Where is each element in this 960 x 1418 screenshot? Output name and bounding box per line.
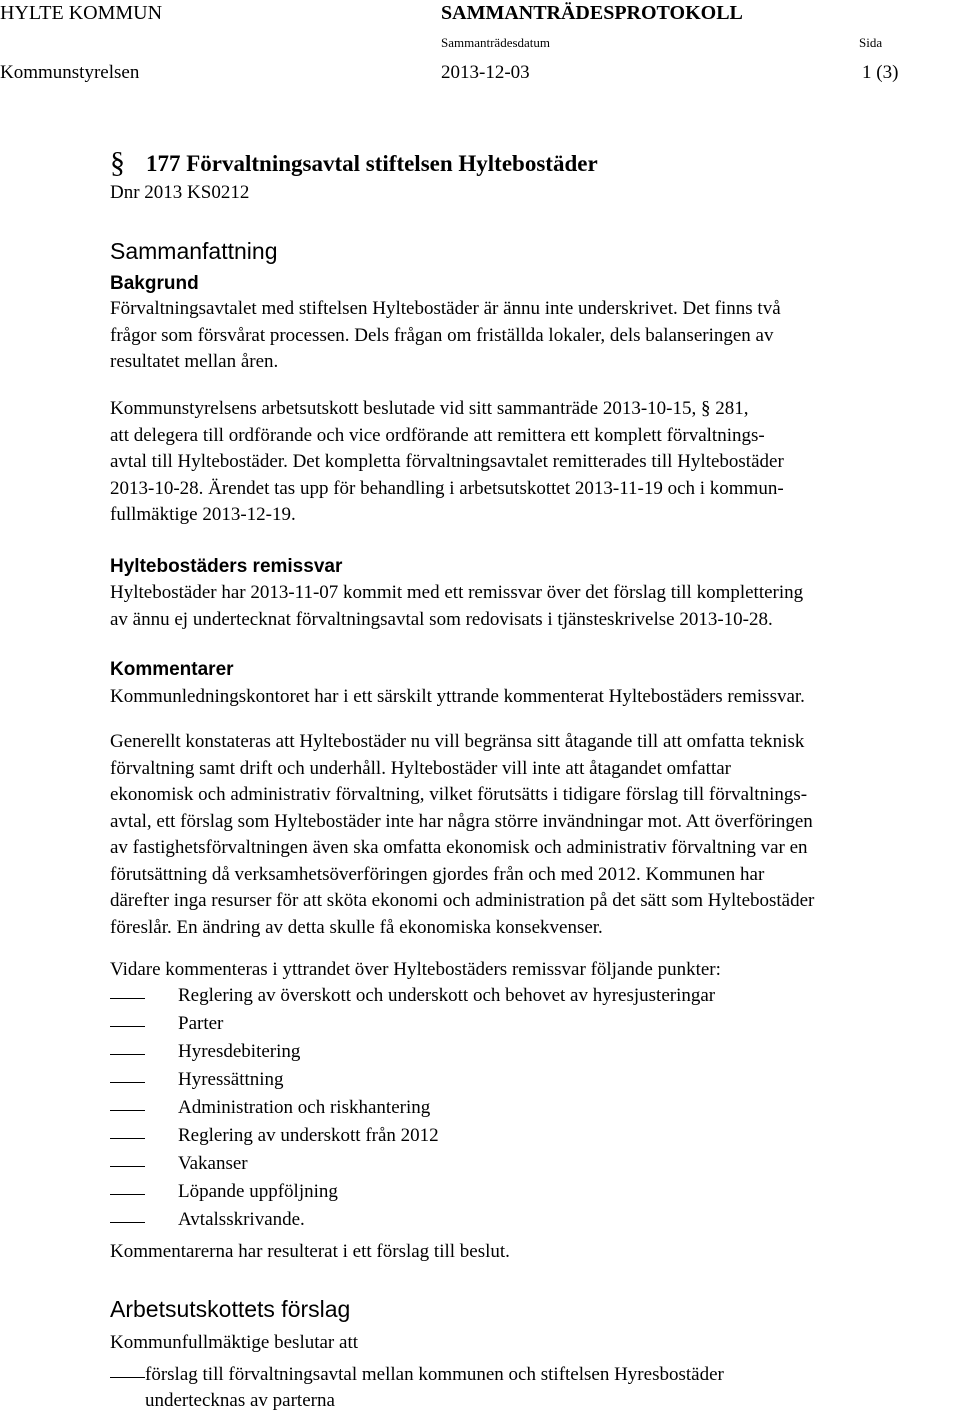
diary-number: Dnr 2013 KS0212 — [110, 182, 250, 203]
dash-bullet — [110, 1110, 145, 1111]
dash-bullet — [110, 1377, 145, 1378]
page-number: 1 (3) — [862, 62, 899, 83]
dash-bullet — [110, 1082, 145, 1083]
text-line: därefter inga resurser för att sköta ekonomi och administration på det sätt som Hyltebostäder — [110, 890, 815, 911]
list-item-text: Vakanser — [178, 1153, 248, 1174]
text-line: Generellt konstateras att Hyltebostäder nu vill begränsa sitt åtagande till att omfatta teknisk — [110, 731, 805, 752]
kommentarer-paragraph — [110, 729, 955, 941]
list-item-text: Hyressättning — [178, 1069, 284, 1090]
decision-paragraph — [110, 396, 955, 529]
text-line: av fastighetsförvaltningen även ska omfatta ekonomisk och administrativ förvaltning var en — [110, 837, 808, 858]
list-item-text: Avtalsskrivande. — [178, 1209, 305, 1230]
text-line: 2013-10-28. Ärendet tas upp för behandling i arbetsutskottet 2013-11-19 och i kommun- — [110, 477, 784, 499]
heading-bakgrund: Bakgrund — [110, 273, 199, 294]
bakgrund-paragraph — [110, 296, 955, 376]
section-symbol: § — [110, 146, 125, 179]
text-line: Hyltebostäder har 2013-11-07 kommit med ett remissvar över det förslag till komplettering — [110, 582, 804, 603]
list-item-text: förslag till förvaltningsavtal mellan kommunen och stiftelsen Hyresbostäder — [145, 1364, 724, 1385]
text-line: förvaltning samt drift och underhåll. Hyltebostäder vill inte att åtagandet omfattar — [110, 757, 731, 779]
text-line: förutsättning då verksamhetsöverföringen gjordes från och med 2012. Kommunen har — [110, 863, 765, 885]
remissvar-paragraph — [110, 580, 955, 633]
meeting-date-label: Sammanträdesdatum — [441, 35, 551, 50]
text-line: av ännu ej undertecknat förvaltningsavtal som redovisats i tjänsteskrivelse 2013-10-28. — [110, 608, 773, 630]
list-item-text: Reglering av underskott från 2012 — [178, 1125, 439, 1146]
text-segment: 281, — [715, 398, 749, 419]
heading-sammanfattning: Sammanfattning — [110, 238, 278, 264]
text-line: föreslår. En ändring av detta skulle få ekonomiska konsekvenser. — [110, 916, 603, 938]
text-line: resultatet mellan åren. — [110, 351, 279, 372]
text-line — [110, 396, 955, 423]
document-type: SAMMANTRÄDESPROTOKOLL — [441, 2, 743, 24]
dash-bullet — [110, 1138, 145, 1139]
kommentarer-result: Kommentarerna har resulterat i ett förslag till beslut. — [110, 1241, 510, 1262]
list-item-text: Hyresdebitering — [178, 1041, 301, 1062]
dash-bullet — [110, 1166, 145, 1167]
dash-bullet — [110, 1054, 145, 1055]
text-line: att delegera till ordförande och vice ordförande att remittera ett komplett förvaltnings- — [110, 424, 765, 446]
forslag-intro: Kommunfullmäktige beslutar att — [110, 1332, 359, 1353]
text-line: fullmäktige 2013-12-19. — [110, 504, 296, 525]
heading-remissvar: Hyltebostäders remissvar — [110, 556, 343, 577]
text-line: avtal till Hyltebostäder. Det kompletta förvaltningsavtalet remitterades till Hyltebostäder — [110, 451, 784, 472]
dash-bullet — [110, 1026, 145, 1027]
kommentarer-intro: Kommunledningskontoret har i ett särskilt yttrande kommenterat Hyltebostäders remissvar. — [110, 686, 805, 707]
text-line: Förvaltningsavtalet med stiftelsen Hyltebostäder är ännu inte underskrivet. Det finns två — [110, 298, 781, 319]
page-label: Sida — [859, 35, 883, 50]
list-item-text: undertecknas av parterna — [145, 1390, 335, 1411]
heading-kommentarer: Kommentarer — [110, 659, 234, 680]
text-segment: Kommunstyrelsens arbetsutskott beslutade vid sitt sammanträde 2013-10-15, — [110, 398, 697, 419]
dash-bullet — [110, 1222, 145, 1223]
dash-bullet — [110, 998, 145, 999]
heading-forslag: Arbetsutskottets förslag — [110, 1296, 351, 1322]
text-line: avtal, ett förslag som Hyltebostäder inte har några större invändningar mot. Att överföringen — [110, 810, 813, 832]
section-symbol-inline: § — [701, 398, 711, 419]
list-item-text: Löpande uppföljning — [178, 1181, 338, 1202]
item-title: 177 Förvaltningsavtal stiftelsen Hyltebostäder — [146, 151, 598, 176]
committee-name: Kommunstyrelsen — [0, 62, 140, 83]
text-line: frågor som försvårat processen. Dels frågan om friställda lokaler, dels balanseringen av — [110, 324, 774, 346]
list-intro: Vidare kommenteras i yttrandet över Hyltebostäders remissvar följande punkter: — [110, 959, 721, 980]
municipality-name: HYLTE KOMMUN — [0, 2, 163, 24]
dash-bullet — [110, 1194, 145, 1195]
meeting-date: 2013-12-03 — [441, 62, 530, 83]
list-item-text: Reglering av överskott och underskott och behovet av hyresjusteringar — [178, 985, 716, 1006]
list-item-text: Administration och riskhantering — [178, 1097, 431, 1118]
text-line: ekonomisk och administrativ förvaltning, vilket förutsätts i tidigare förslag till förvaltnings- — [110, 784, 808, 805]
list-item-text: Parter — [178, 1013, 224, 1034]
